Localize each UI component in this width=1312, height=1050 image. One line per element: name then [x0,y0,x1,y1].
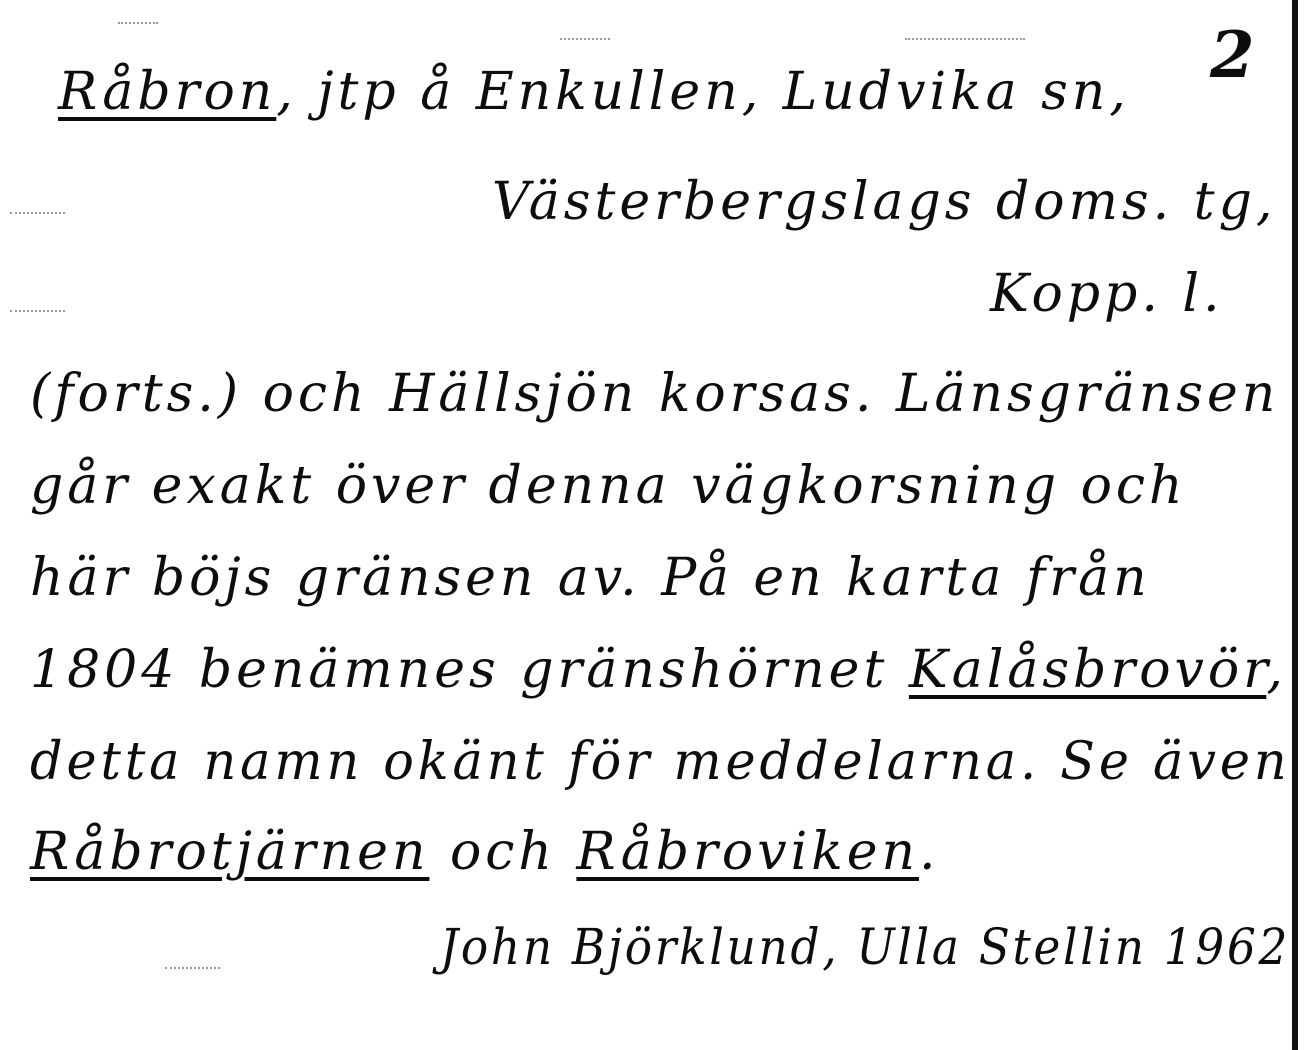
header-line-3: Kopp. l. [990,264,1224,324]
ruled-line [118,22,158,24]
body-line-4-comma: , [1266,640,1287,700]
ruled-line [10,310,65,312]
ruled-line [905,38,1025,40]
header-location: , jtp å Enkullen, Ludvika sn, [276,62,1130,122]
body-line-2: går exakt över denna vägkorsning och [30,456,1187,516]
body-line-1: (forts.) och Hällsjön korsas. Länsgränsen [30,364,1280,424]
referenced-name-rabroviken: Råbroviken [576,822,920,882]
header-line-2: Västerbergslags doms. tg, [492,172,1277,232]
place-name: Råbron [58,62,277,122]
body-line-3: här böjs gränsen av. På en karta från [30,548,1151,608]
body-line-6-period: . [919,822,940,882]
ruled-line [10,212,65,214]
referenced-name-rabrotjarnen: Råbrotjärnen [30,822,430,882]
ruled-line [165,967,220,969]
card-edge-border [1292,0,1298,1050]
body-line-4-text: 1804 benämnes gränshörnet [30,640,909,700]
body-line-4 [30,640,1287,700]
referenced-name-kalasbrovor: Kalåsbrovör [908,640,1267,700]
body-line-6 [30,822,940,882]
body-line-5: detta namn okänt för meddelarna. Se även [30,732,1291,792]
signature: John Björklund, Ulla Stellin 1962 [440,918,1291,976]
header-line-1 [58,62,1130,122]
body-line-6-och: och [429,822,577,882]
ruled-line [560,38,610,40]
card-number: 2 [1210,18,1255,93]
